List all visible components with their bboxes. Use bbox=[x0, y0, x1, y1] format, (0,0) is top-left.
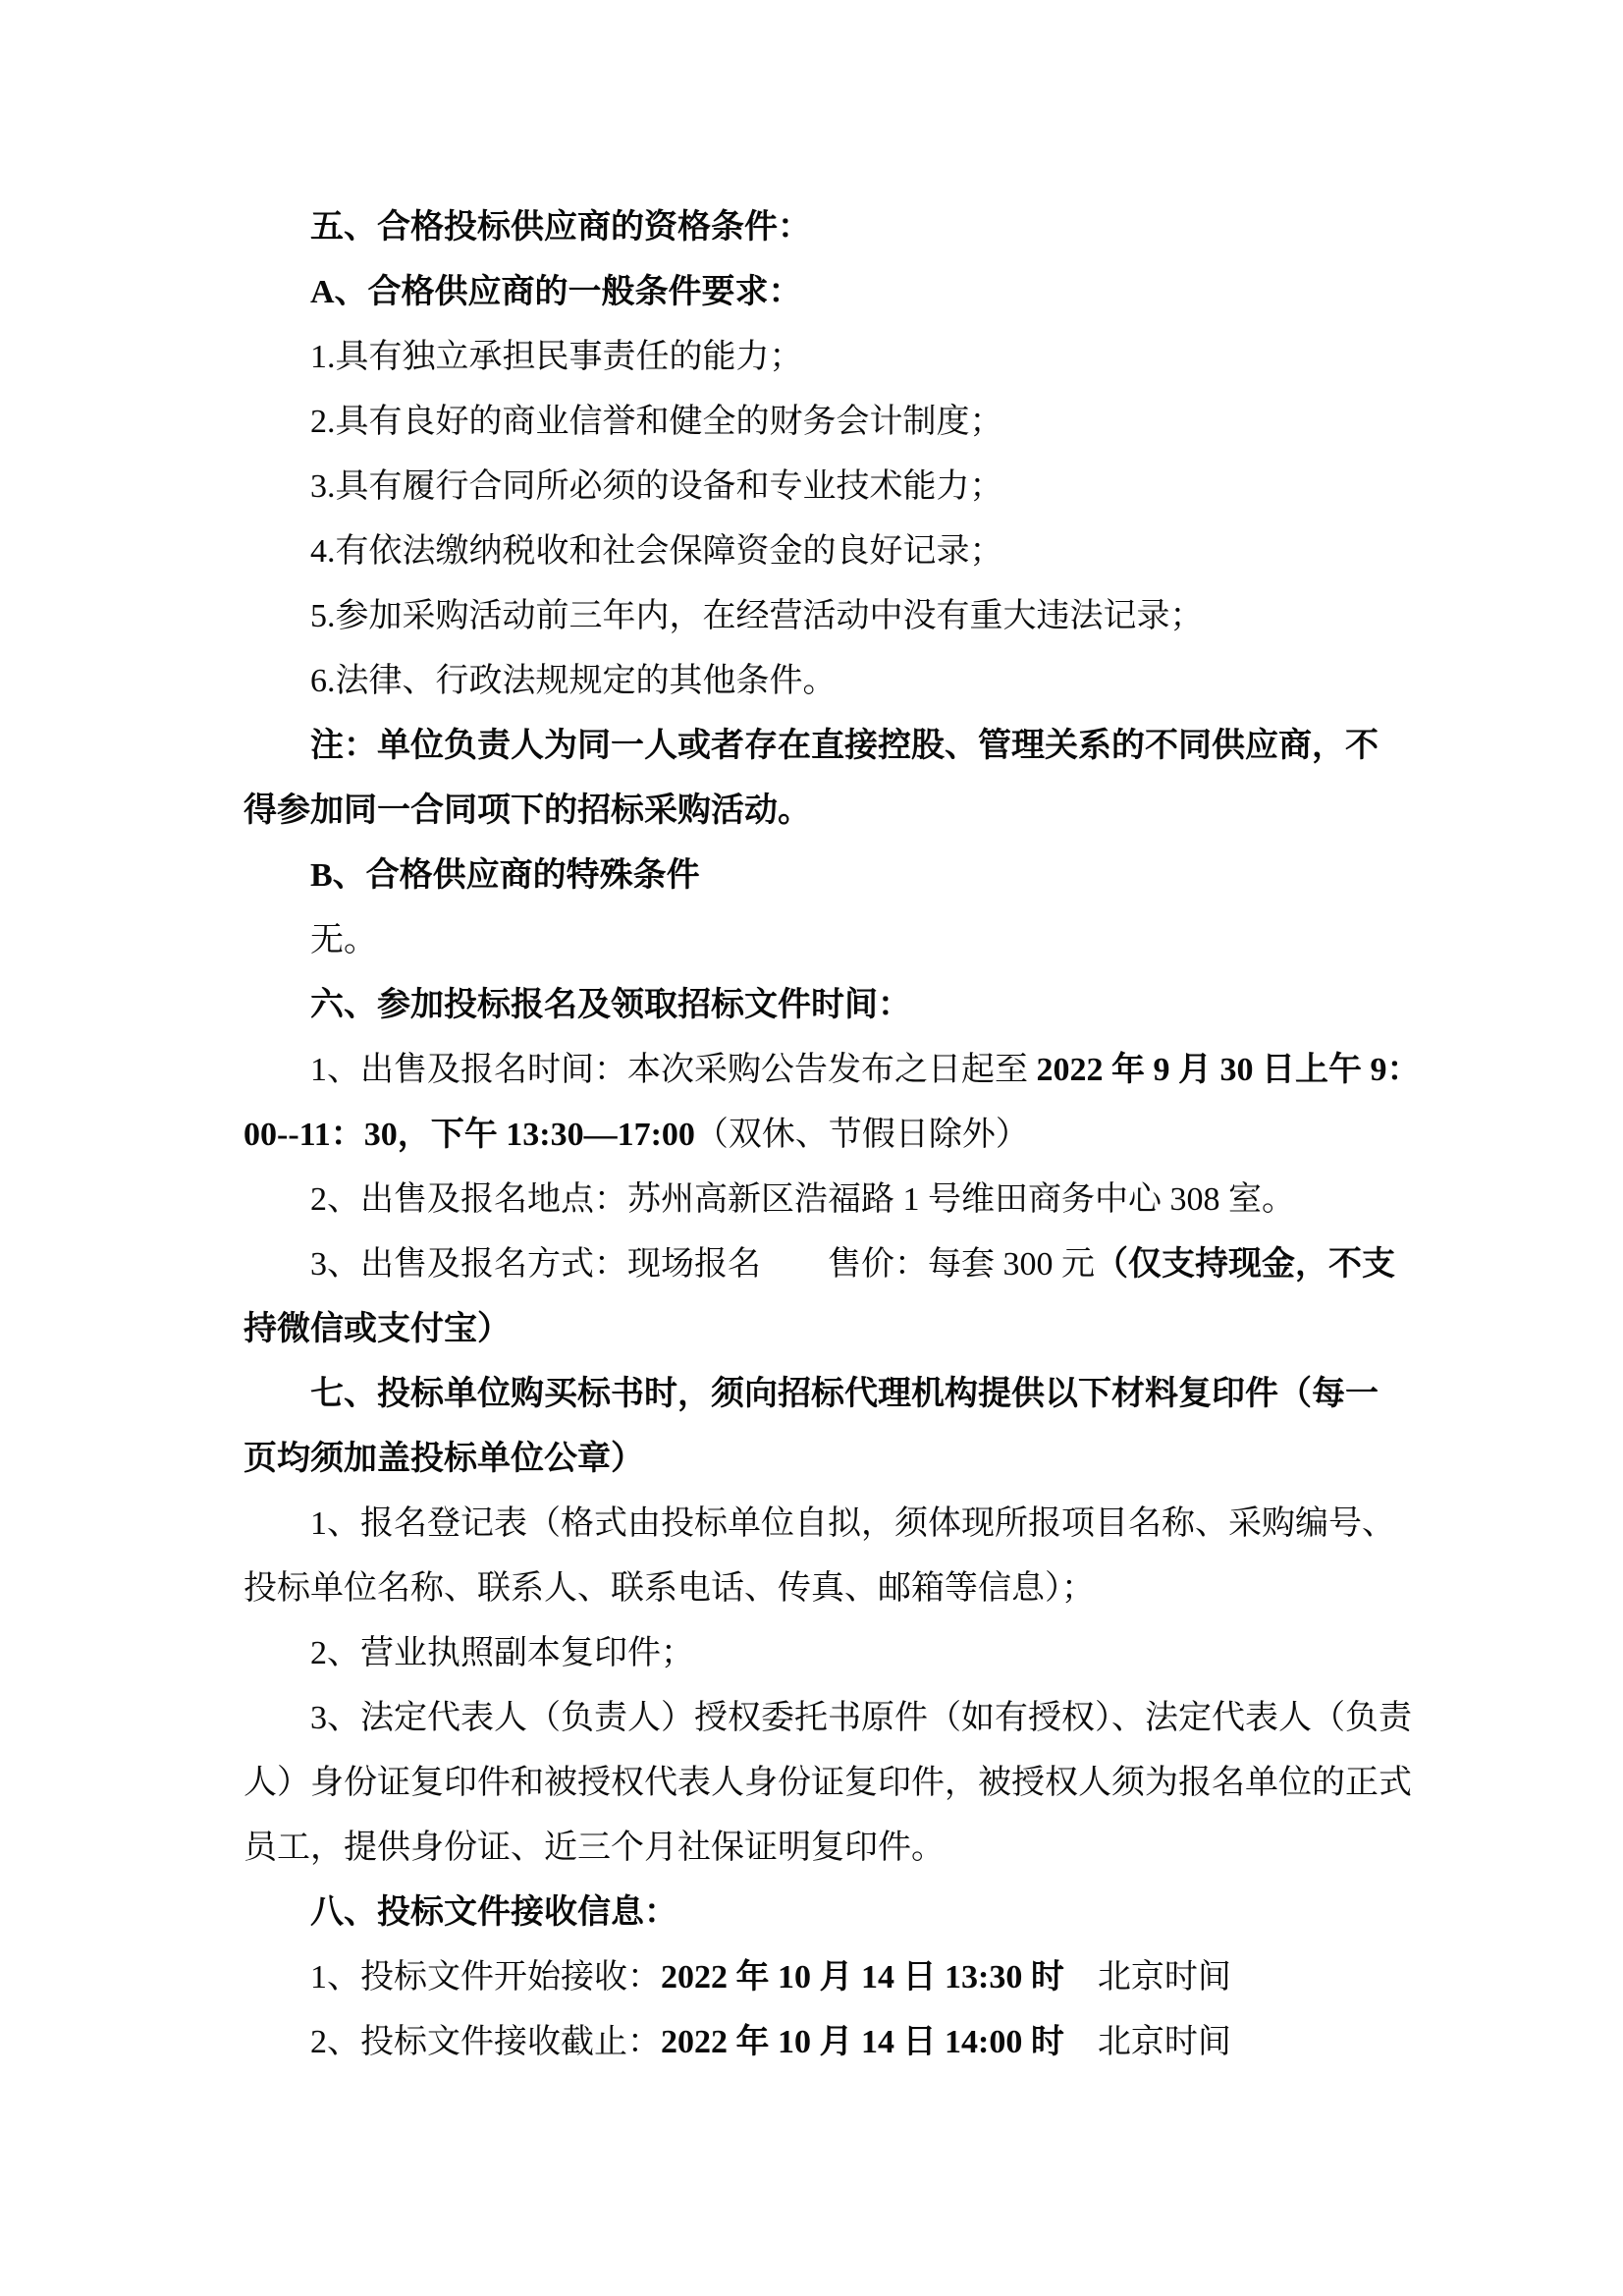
material-item-1-line-1 bbox=[243, 1492, 1395, 1557]
condition-item-2 bbox=[243, 390, 1386, 455]
text-segment: 注：单位负责人为同一人或者存在直接控股、管理关系的不同供应商，不 bbox=[310, 728, 1379, 764]
text-segment: （双休、节假日除外） bbox=[694, 1117, 1029, 1153]
sale-time-item-line-2 bbox=[243, 1103, 1386, 1168]
note-paragraph-line-1 bbox=[243, 714, 1386, 779]
text-segment: 员工，提供身份证、近三个月社保证明复印件。 bbox=[243, 1830, 945, 1866]
sale-method-item-line-1 bbox=[243, 1232, 1395, 1297]
condition-item-5 bbox=[243, 584, 1386, 649]
condition-item-3-line-1 bbox=[243, 455, 1386, 519]
material-item-3 bbox=[243, 1686, 1412, 1881]
text-segment: 2.具有良好的商业信誉和健全的财务会计制度； bbox=[310, 404, 1003, 440]
text-segment: 2、出售及报名地点：苏州高新区浩福路 1 号维田商务中心 308 室。 bbox=[310, 1181, 1295, 1218]
text-segment: 1.具有独立承担民事责任的能力； bbox=[310, 339, 803, 375]
text-segment: 3、法定代表人（负责人）授权委托书原件（如有授权）、法定代表人（负责 bbox=[310, 1700, 1412, 1736]
text-segment: 北京时间 bbox=[1063, 2024, 1231, 2060]
text-segment: 六、参加投标报名及领取招标文件时间： bbox=[310, 987, 911, 1023]
sale-method-item bbox=[243, 1232, 1395, 1362]
text-segment: 1、出售及报名时间：本次采购公告发布之日起至 bbox=[310, 1052, 1037, 1088]
heading-section-7-line-2 bbox=[243, 1427, 1386, 1492]
text-segment: 5.参加采购活动前三年内，在经营活动中没有重大违法记录； bbox=[310, 598, 1204, 634]
condition-item-6-line-1 bbox=[243, 649, 1386, 714]
text-segment: B、合格供应商的特殊条件 bbox=[310, 857, 700, 894]
material-item-1-line-2 bbox=[243, 1557, 1386, 1621]
heading-section-B-line-1 bbox=[243, 844, 1386, 908]
heading-section-6 bbox=[243, 973, 1386, 1038]
document-body bbox=[243, 195, 1421, 2075]
heading-section-5 bbox=[243, 195, 1386, 260]
receive-end-item-line-1 bbox=[243, 2010, 1386, 2075]
text-segment: 五、合格投标供应商的资格条件： bbox=[310, 209, 811, 246]
condition-item-2-line-1 bbox=[243, 390, 1386, 455]
condition-item-6 bbox=[243, 649, 1386, 714]
text-segment: 人）身份证复印件和被授权代表人身份证复印件，被授权人须为报名单位的正式 bbox=[243, 1765, 1412, 1801]
heading-section-A bbox=[243, 260, 1386, 325]
text-segment: 八、投标文件接收信息： bbox=[310, 1894, 677, 1931]
text-segment: 2022 年 10 月 14 日 14:00 时 bbox=[661, 2024, 1064, 2060]
sale-time-item bbox=[243, 1038, 1421, 1168]
sale-method-item-line-2 bbox=[243, 1297, 1386, 1362]
special-condition-none bbox=[243, 908, 1386, 973]
condition-item-3 bbox=[243, 455, 1386, 519]
heading-section-7-line-1 bbox=[243, 1362, 1386, 1427]
material-item-2-line-1 bbox=[243, 1621, 1386, 1686]
text-segment: 3、出售及报名方式：现场报名 售价：每套 300 元 bbox=[310, 1246, 1095, 1283]
heading-section-5-line-1 bbox=[243, 195, 1386, 260]
text-segment: 七、投标单位购买标书时，须向招标代理机构提供以下材料复印件（每一 bbox=[310, 1376, 1379, 1412]
condition-item-4-line-1 bbox=[243, 519, 1386, 584]
material-item-3-line-2 bbox=[243, 1751, 1412, 1816]
heading-section-8-line-1 bbox=[243, 1881, 1386, 1945]
text-segment: 持微信或支付宝） bbox=[243, 1311, 511, 1347]
receive-end-item bbox=[243, 2010, 1386, 2075]
condition-item-5-line-1 bbox=[243, 584, 1386, 649]
sale-time-item-line-1 bbox=[243, 1038, 1421, 1103]
heading-section-7 bbox=[243, 1362, 1386, 1492]
material-item-2 bbox=[243, 1621, 1386, 1686]
text-segment: 2、投标文件接收截止： bbox=[310, 2024, 661, 2060]
special-condition-none-line-1 bbox=[243, 908, 1386, 973]
text-segment: 投标单位名称、联系人、联系电话、传真、邮箱等信息）； bbox=[243, 1570, 1095, 1607]
text-segment: 2、营业执照副本复印件； bbox=[310, 1635, 694, 1671]
condition-item-1 bbox=[243, 325, 1386, 390]
text-segment: 无。 bbox=[310, 922, 377, 958]
receive-start-item bbox=[243, 1945, 1386, 2010]
note-paragraph-line-2 bbox=[243, 779, 1386, 844]
text-segment: 2022 年 9 月 30 日上午 9： bbox=[1036, 1052, 1421, 1088]
heading-section-8 bbox=[243, 1881, 1386, 1945]
text-segment: 3.具有履行合同所必须的设备和专业技术能力； bbox=[310, 468, 1003, 505]
text-segment: 1、报名登记表（格式由投标单位自拟，须体现所报项目名称、采购编号、 bbox=[310, 1505, 1395, 1542]
text-segment: 00--11：30，下午 13:30—17:00 bbox=[243, 1117, 695, 1153]
material-item-3-line-3 bbox=[243, 1816, 1386, 1881]
text-segment: 北京时间 bbox=[1063, 1959, 1231, 1995]
sale-place-item-line-1 bbox=[243, 1168, 1386, 1232]
heading-section-B bbox=[243, 844, 1386, 908]
note-paragraph bbox=[243, 714, 1386, 844]
text-segment: 1、投标文件开始接收： bbox=[310, 1959, 661, 1995]
text-segment: （仅支持现金，不支 bbox=[1095, 1246, 1395, 1283]
sale-place-item bbox=[243, 1168, 1386, 1232]
text-segment: 2022 年 10 月 14 日 13:30 时 bbox=[661, 1959, 1064, 1995]
text-segment: 得参加同一合同项下的招标采购活动。 bbox=[243, 793, 811, 829]
condition-item-1-line-1 bbox=[243, 325, 1386, 390]
text-segment: 6.法律、行政法规规定的其他条件。 bbox=[310, 663, 837, 699]
heading-section-6-line-1 bbox=[243, 973, 1386, 1038]
text-segment: 页均须加盖投标单位公章） bbox=[243, 1441, 644, 1477]
text-segment: A、合格供应商的一般条件要求： bbox=[310, 274, 802, 310]
text-segment: 4.有依法缴纳税收和社会保障资金的良好记录； bbox=[310, 533, 1003, 570]
material-item-3-line-1 bbox=[243, 1686, 1412, 1751]
heading-section-A-line-1 bbox=[243, 260, 1386, 325]
receive-start-item-line-1 bbox=[243, 1945, 1386, 2010]
condition-item-4 bbox=[243, 519, 1386, 584]
material-item-1 bbox=[243, 1492, 1395, 1621]
